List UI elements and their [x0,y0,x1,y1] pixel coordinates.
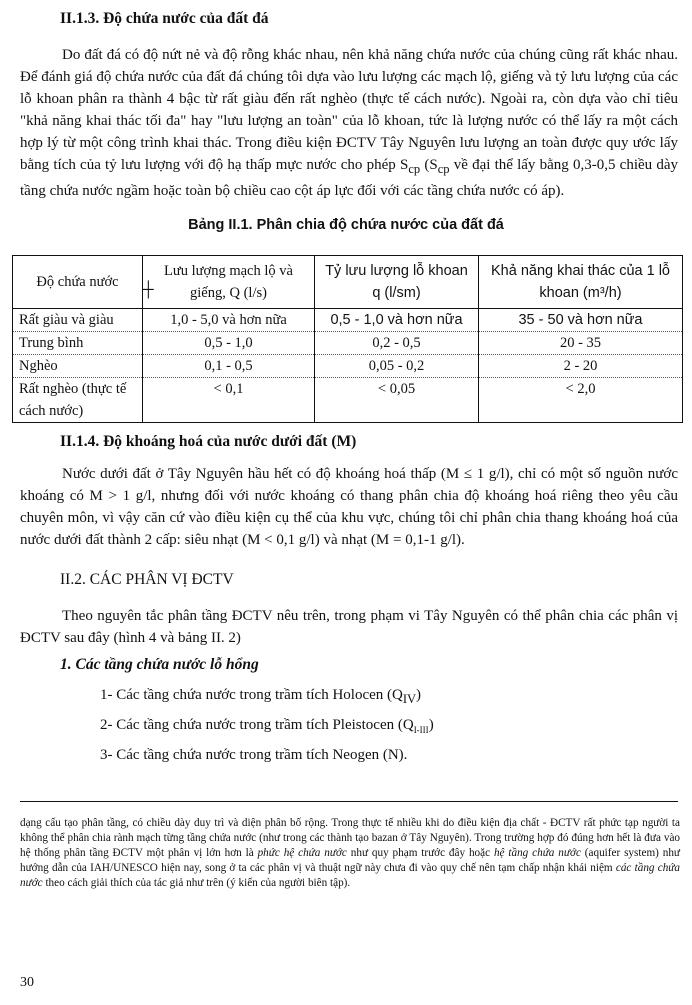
subsection-heading: 1. Các tầng chứa nước lỗ hổng [60,656,259,673]
table-cell: Rất giàu và giàu [13,309,143,332]
table-cell: 0,1 - 0,5 [143,355,315,378]
table-cell: 0,2 - 0,5 [315,332,479,355]
scan-mark: ┼ [143,282,154,298]
table-cell: < 0,05 [315,378,479,423]
table-cell: Nghèo [13,355,143,378]
water-capacity-table [12,255,683,423]
section-heading-2: II.2. CÁC PHÂN VỊ ĐCTV [60,571,234,588]
table-cell: 0,05 - 0,2 [315,355,479,378]
paragraph-mineralization: Nước dưới đất ở Tây Nguyên hầu hết có độ khoáng hoá thấp (M ≤ 1 g/l), chỉ có một số nguồn nước khoáng có M > 1 g/l, nhưng đối với nước khoáng có thang phân chia độ khoáng hoá riêng theo yêu cầu chuyên môn, vì vậy căn cứ vào điều kiện cụ thể của khu vực, chúng tôi chỉ phân chia thang khoáng hoá của nước dưới đất thành 2 cấp: siêu nhạt (M < 0,1 g/l) và nhạt (M = 0,1-1 g/l). [20,466,678,548]
page-number: 30 [20,975,34,990]
list-item: 3- Các tầng chứa nước trong trầm tích Neogen (N). [100,747,408,763]
table-cell: 35 - 50 và hơn nữa [479,309,683,332]
list-item: 1- Các tầng chứa nước trong trầm tích Holocen $(Q_{IV})$ [100,687,422,706]
table-cell: 1,0 - 5,0 và hơn nữa [143,309,315,332]
paragraph-water-capacity-text: Do đất đá có độ nứt nẻ và độ rỗng khác nhau, nên khả năng chứa nước của chúng cũng rất khác nhau. Để đánh giá độ chứa nước của đất đá chúng tôi dựa vào lưu lượng các mạch lộ, giếng và tỷ lưu lượng của các lỗ khoan phân ra thành 4 bậc từ rất giàu đến rất nghèo (thực tế cách nước). Ngoài ra, còn dựa vào chỉ tiêu "khả năng khai thác tối đa" hay "lưu lượng an toàn" của lỗ khoan, tức là lượng nước có thể lấy ra một cách hợp lý từ một công trình khai thác. Trong điều kiện ĐCTV Tây Nguyên lưu lượng an toàn được quy ước lấy bằng tích của tỷ lưu lượng với độ hạ thấp mực nước cho phép [20,47,678,173]
header-cell: Tỷ lưu lượng lỗ khoan q (l/sm) [315,256,479,309]
section-heading-1-3: II.1.3. Độ chứa nước của đất đá [60,10,269,27]
table-row [13,378,683,423]
table-row [13,355,683,378]
footnote: dạng cấu tạo phân tầng, có chiều dày duy trì và diện phân bố rộng. Trong thực tế nhiều khi do điều kiện địa chất - ĐCTV rất phức tạp người ta không thể phân chia rành mạch từng tầng chứa nước (như trong các thành tạo bazan ở Tây Nguyên). Trong trường hợp đó đúng hơn hết là đưa vào hệ thống phân tầng ĐCTV một phân vị lớn hơn là phức hệ chứa nước như quy phạm trước đây hoặc hệ tầng chứa nước (aquifer system) như hướng dẫn của IAH/UNESCO hiện nay, song ở ta các phân vị và thuật ngữ này chưa đi vào quy chế nên tạm chấp nhận khái niệm các tầng chứa nước theo cách giải thích của tác giả như trên (ý kiến của người biên tập). [20,817,681,889]
table-cell: Rất nghèo (thực tế cách nước) [13,378,143,423]
table-cell: 2 - 20 [479,355,683,378]
table-cell: < 0,1 [143,378,315,423]
paragraph-units: Theo nguyên tắc phân tầng ĐCTV nêu trên, trong phạm vi Tây Nguyên có thể phân chia các phân vị ĐCTV sau đây (hình 4 và bảng II. 2) [20,608,678,646]
header-cell: Khả năng khai thác của 1 lỗ khoan (m³/h) [479,256,683,309]
table-cell: 0,5 - 1,0 và hơn nữa [315,309,479,332]
table-cell: 0,5 - 1,0 [143,332,315,355]
header-cell: Độ chứa nước [13,256,143,309]
paragraph-water-capacity: Do đất đá có độ nứt nẻ và độ rỗng khác nhau, nên khả năng chứa nước của chúng cũng rất khác nhau. Để đánh giá độ chứa nước của đất đá chúng tôi dựa vào lưu lượng các mạch lộ, giếng và tỷ lưu lượng của các lỗ khoan phân ra thành 4 bậc từ rất giàu đến rất nghèo (thực tế cách nước). Ngoài ra, còn dựa vào chỉ tiêu "khả năng khai thác tối đa" hay "lưu lượng an toàn" của lỗ khoan, tức là lượng nước có thể lấy ra một cách hợp lý từ một công trình khai thác. Trong điều kiện ĐCTV Tây Nguyên lưu lượng an toàn được quy ước lấy bằng tích của tỷ lưu lượng với độ hạ thấp mực nước cho phép $S_{cp}$ ($S_{cp}$ về đại thể lấy bằng 0,3-0,5 chiều dày tầng chứa nước ngầm hoặc toàn bộ chiều cao cột áp lực đối với các tầng chứa nước có áp). [20,47,679,199]
table-cell: 20 - 35 [479,332,683,355]
footnote-divider [20,801,678,802]
table-cell: < 2,0 [479,378,683,423]
table-cell: Trung bình [13,332,143,355]
table-header-row [13,256,683,309]
section-heading-1-4: II.1.4. Độ khoáng hoá của nước dưới đất (M) [60,433,357,450]
header-cell: Lưu lượng mạch lộ và giếng, Q (l/s) [143,256,315,309]
table-row [13,309,683,332]
table-row [13,332,683,355]
table-caption: Bảng II.1. Phân chia độ chứa nước của đất đá [188,217,504,233]
list-item: 2- Các tầng chứa nước trong trầm tích Pleistocen $(Q_{I-III})$ [100,717,434,735]
